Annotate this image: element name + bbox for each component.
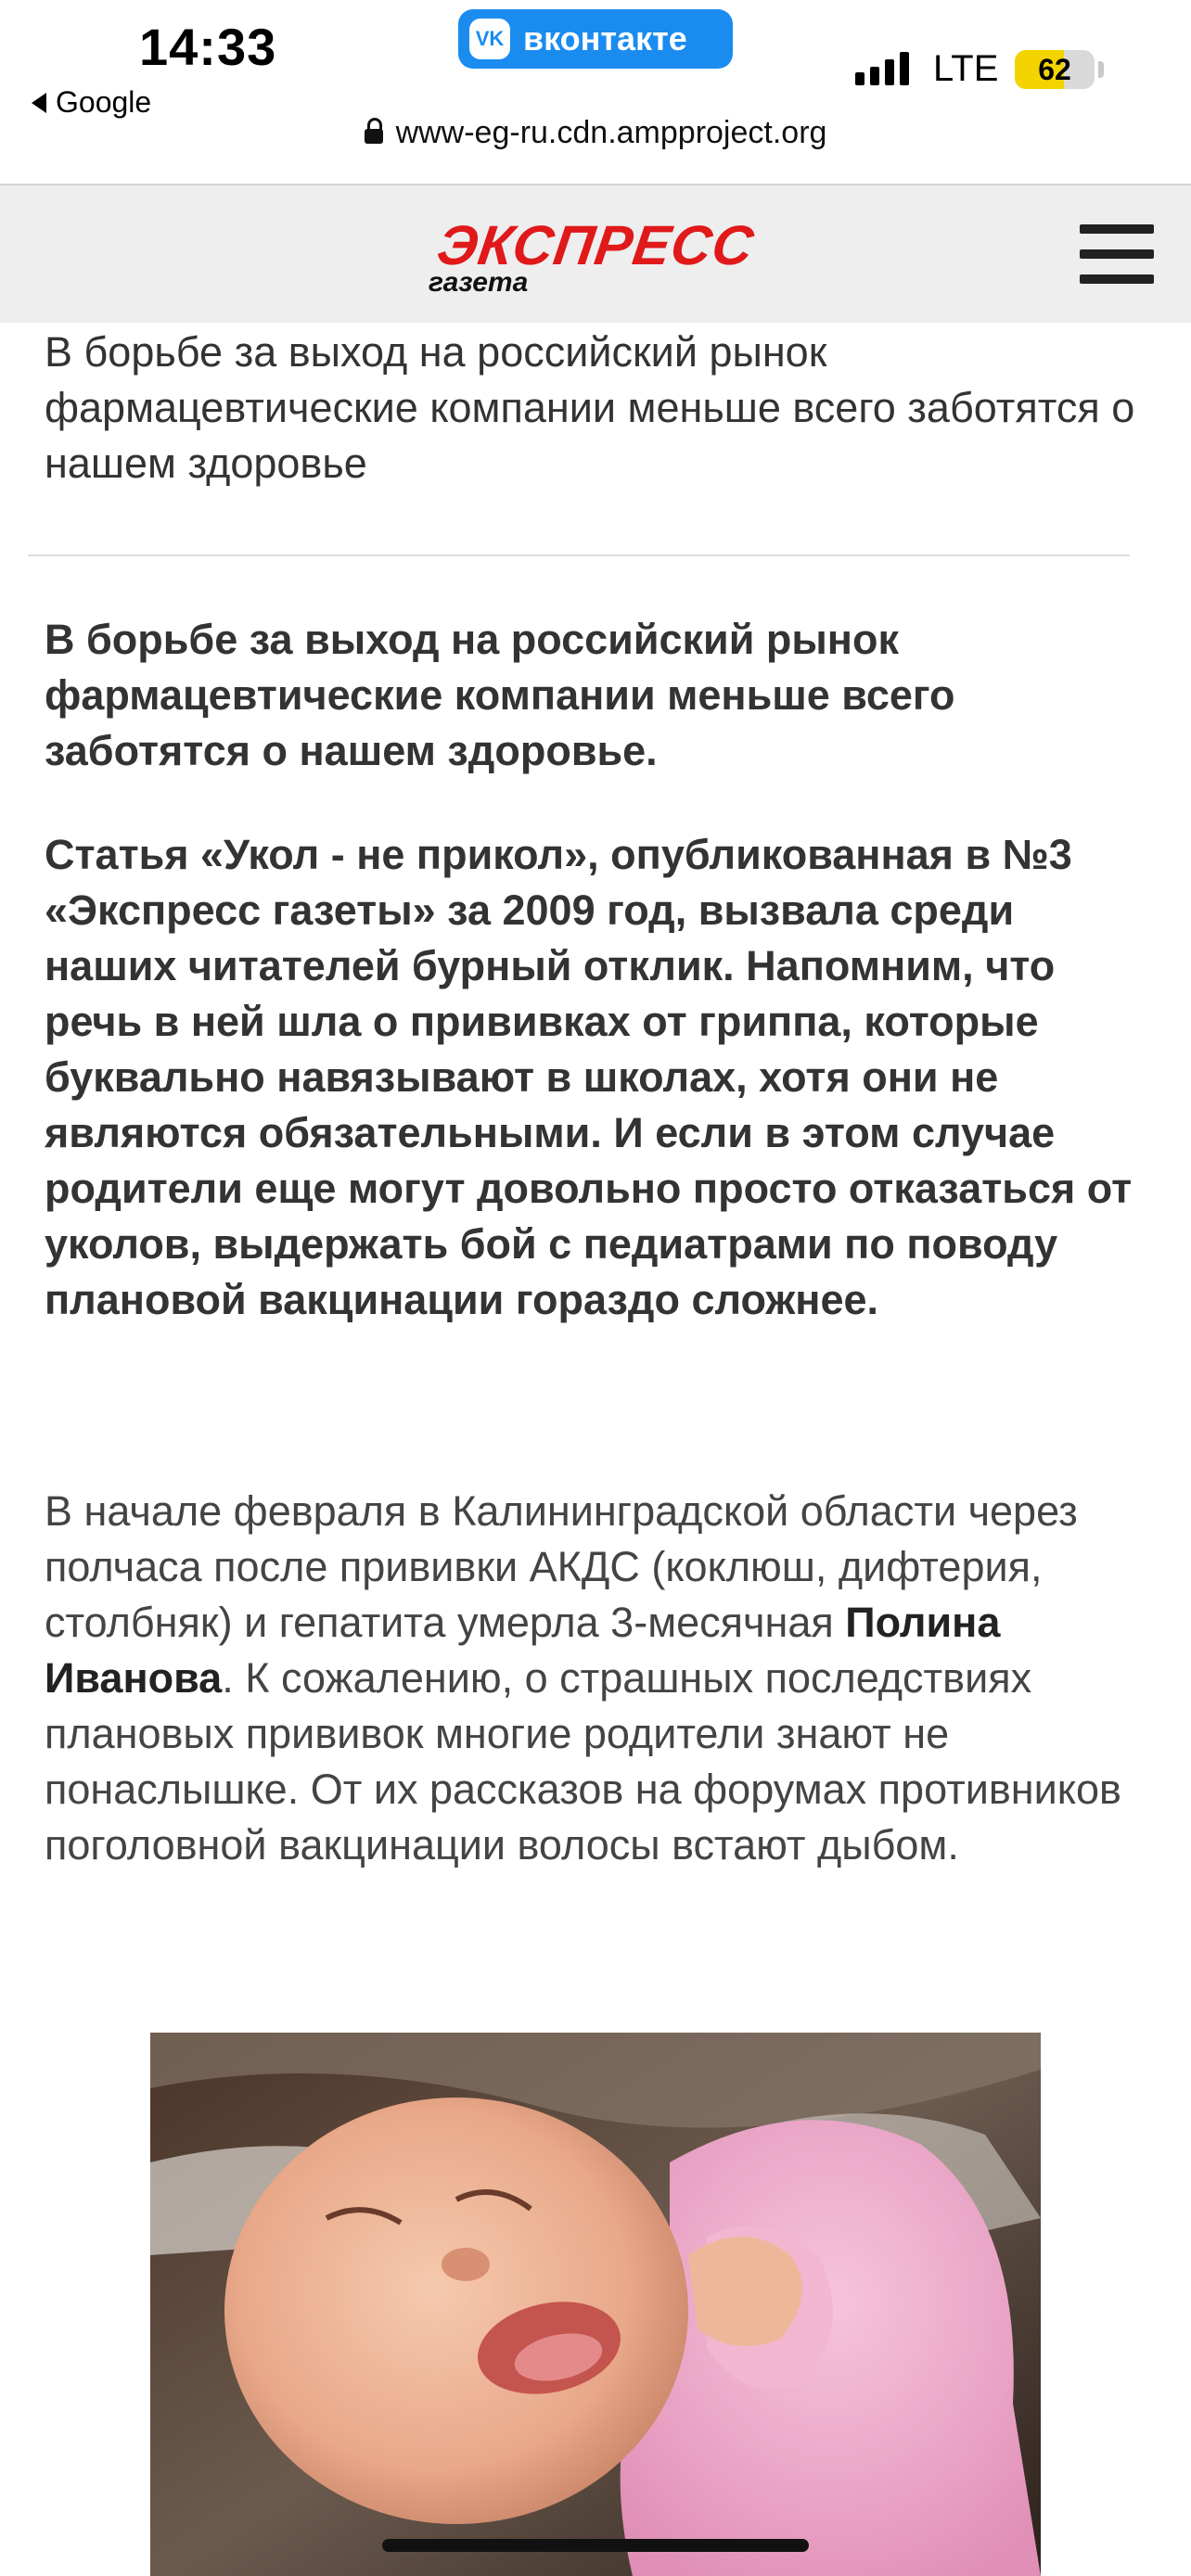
hamburger-menu-icon[interactable] xyxy=(1080,224,1154,284)
home-indicator[interactable] xyxy=(382,2539,809,2552)
status-time: 14:33 xyxy=(139,18,277,76)
network-type: LTE xyxy=(933,48,999,89)
url-text: www-eg-ru.cdn.ampproject.org xyxy=(395,115,827,150)
divider xyxy=(28,555,1130,556)
paragraph-text-start: В начале февраля в Калининградской области через полчаса после прививки АКДС (коклюш, дифтерия, столбняк) и гепатита умерла 3-месячная xyxy=(45,1487,1078,1646)
paragraph-text-end: . К сожалению, о страшных последствиях плановых прививок многие родители знают не понаслышке. От их рассказов на форумах противников поголовной вакцинации волосы встают дыбом. xyxy=(45,1654,1121,1868)
back-arrow-icon xyxy=(32,93,46,113)
article-lead: В борьбе за выход на российский рынок фармацевтические компании меньше всего заботятся о нашем здоровье. xyxy=(45,616,955,774)
article-photo-baby xyxy=(150,2033,1041,2576)
battery-cap xyxy=(1098,61,1104,78)
baby-photo-illustration xyxy=(150,2033,1041,2576)
vk-logo-icon: VK xyxy=(469,19,510,59)
logo-main-text: ЭКСПРЕСС xyxy=(433,214,759,276)
cellular-signal-icon xyxy=(855,52,909,85)
article-paragraph xyxy=(45,1484,1158,1873)
lock-icon xyxy=(365,125,383,147)
article-intro: Статья «Укол - не прикол», опубликованная в №3 «Экспресс газеты» за 2009 год, вызвала среди наших читателей бурный отклик. Напомним, что речь в ней шла о прививках от гриппа, которые буквально навязывают в школах, хотя они не являются обязательными. И если в этом случае родители еще могут довольно просто отказаться от уколов, выдержать бой с педиатрами по поводу плановой вакцинации гораздо сложнее. xyxy=(45,831,1133,1323)
person-name: Полина Иванова xyxy=(45,1599,1001,1702)
vk-share-pill[interactable] xyxy=(458,9,733,69)
site-logo[interactable] xyxy=(429,213,762,302)
status-bar xyxy=(0,0,1191,184)
battery-icon xyxy=(1015,50,1095,89)
back-app-label: Google xyxy=(56,85,152,119)
vk-pill-label: вконтакте xyxy=(523,19,687,57)
article-subtitle: В борьбе за выход на российский рынок фармацевтические компании меньше всего заботятся о нашем здоровье xyxy=(45,328,1135,487)
site-header xyxy=(0,184,1191,323)
logo-sub-text: газета xyxy=(429,267,529,298)
address-bar[interactable] xyxy=(0,115,1191,151)
battery-percent: 62 xyxy=(1038,52,1071,86)
